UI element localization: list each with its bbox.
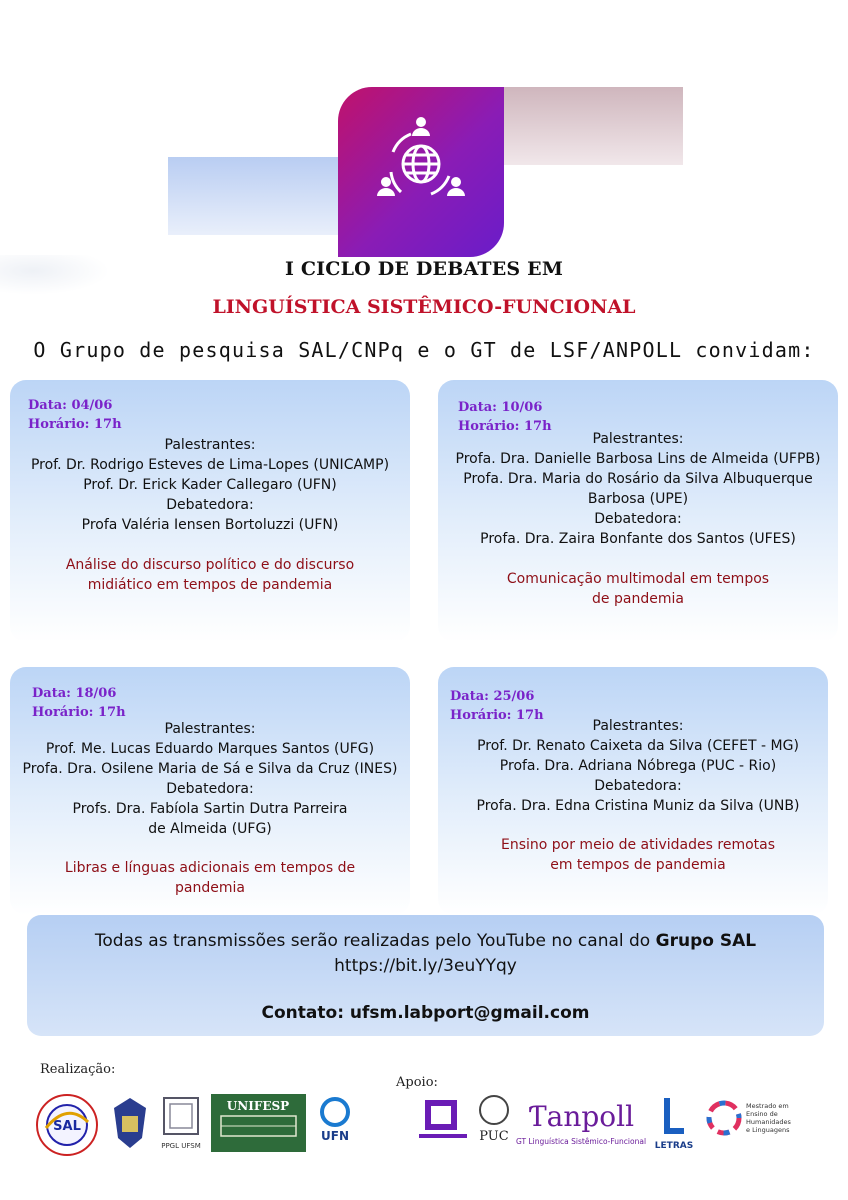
speaker: Profa. Dra. Danielle Barbosa Lins de Almeida (UFPB) [455,451,821,467]
speaker: Prof. Dr. Rodrigo Esteves de Lima-Lopes (UNICAMP) [30,457,390,473]
debater-label: Debatedora: [166,497,254,513]
speaker: Prof. Dr. Erick Kader Callegaro (UFN) [83,477,337,493]
ppgl-ufsm-logo [158,1094,204,1154]
decorative-block-left [168,157,340,235]
realizacao-label: Realização: [40,1062,116,1077]
session-topic: em tempos de pandemia [550,857,726,873]
mestrado-logo [702,1094,812,1148]
session-date: Data: 18/06 [32,686,117,701]
decorative-block-right [503,87,683,165]
speaker: Prof. Me. Lucas Eduardo Marques Santos (UFG) [45,741,375,757]
svg-text:Mestrado em: Mestrado em [746,1102,789,1110]
svg-text:Ƭanpoll: Ƭanpoll [527,1100,635,1133]
svg-text:UNIFESP: UNIFESP [226,1099,290,1113]
debater-label: Debatedora: [166,781,254,797]
speaker: Profa. Dra. Maria do Rosário da Silva Albuquerque [463,471,813,487]
svg-text:Humanidades: Humanidades [746,1118,791,1126]
svg-text:GT Linguística Sistêmico-Funci: GT Linguística Sistêmico-Funcional [516,1137,646,1146]
session-card-1 [10,380,410,642]
session-date: Data: 10/06 [458,400,543,415]
speakers-label: Palestrantes: [164,721,256,737]
session-topic: Libras e línguas adicionais em tempos de [64,860,356,876]
ufsm-crest-logo [108,1094,152,1156]
puc-logo [474,1092,514,1154]
session-card-3 [10,667,410,915]
session-time: Horário: 17h [458,419,552,434]
broadcast-text: Todas as transmissões serão realizadas pelo YouTube no canal do Grupo SAL [94,931,757,951]
session-topic: de pandemia [592,591,684,607]
event-subtitle: LINGUÍSTICA SISTÊMICO-FUNCIONAL [212,296,636,318]
speaker: Profa. Dra. Osilene Maria de Sá e Silva da Cruz (INES) [22,761,398,777]
sal-logo [28,1092,106,1158]
debater: Profa Valéria Iensen Bortoluzzi (UFN) [81,517,339,533]
session-time: Horário: 17h [450,708,544,723]
session-card-2 [438,380,838,642]
session-card-4 [438,667,828,915]
broadcast-info-box [27,915,824,1036]
unifesp-logo [211,1094,306,1152]
svg-text:PPGL UFSM: PPGL UFSM [161,1142,201,1150]
debater: de Almeida (UFG) [148,821,272,837]
apoio-label: Apoio: [396,1075,438,1090]
letras-logo [650,1094,698,1154]
svg-text:SAL: SAL [53,1119,81,1134]
svg-text:e Linguagens: e Linguagens [746,1126,790,1134]
lab-logo [415,1094,471,1152]
speakers-label: Palestrantes: [592,431,684,447]
globe-network-icon [371,112,471,212]
youtube-link[interactable]: https://bit.ly/3euYYqy [334,956,517,976]
invitation-text: O Grupo de pesquisa SAL/CNPq e o GT de LSF/ANPOLL convidam: [33,338,815,362]
ufn-logo [311,1094,359,1154]
event-title: I CICLO DE DEBATES EM [284,258,564,280]
debater: Profa. Dra. Edna Cristina Muniz da Silva (UNB) [476,798,800,814]
speaker: Barbosa (UPE) [587,491,689,507]
session-date: Data: 04/06 [28,398,113,413]
speaker: Prof. Dr. Renato Caixeta da Silva (CEFET - MG) [477,738,799,754]
debater: Profa. Dra. Zaira Bonfante dos Santos (UFES) [480,531,796,547]
session-topic: Análise do discurso político e do discurso [65,557,355,573]
session-topic: pandemia [175,880,245,896]
svg-text:Ensino de: Ensino de [746,1110,778,1118]
session-topic: Comunicação multimodal em tempos [506,571,770,587]
contact-email[interactable]: Contato: ufsm.labport@gmail.com [261,1003,590,1023]
speakers-label: Palestrantes: [164,437,256,453]
debater-label: Debatedora: [594,778,682,794]
session-topic: midiático em tempos de pandemia [87,577,333,593]
svg-text:PUC: PUC [479,1129,509,1144]
svg-text:UFN: UFN [321,1129,349,1143]
speakers-label: Palestrantes: [592,718,684,734]
event-logo [338,87,504,257]
debater: Profs. Dra. Fabíola Sartin Dutra Parreira [72,801,348,817]
anpoll-logo [516,1092,646,1154]
speaker: Profa. Dra. Adriana Nóbrega (PUC - Rio) [499,758,777,774]
svg-text:LETRAS: LETRAS [654,1141,694,1151]
channel-name: Grupo SAL [655,931,757,951]
session-date: Data: 25/06 [450,689,535,704]
session-time: Horário: 17h [28,417,122,432]
session-topic: Ensino por meio de atividades remotas [500,837,776,853]
session-time: Horário: 17h [32,705,126,720]
debater-label: Debatedora: [594,511,682,527]
